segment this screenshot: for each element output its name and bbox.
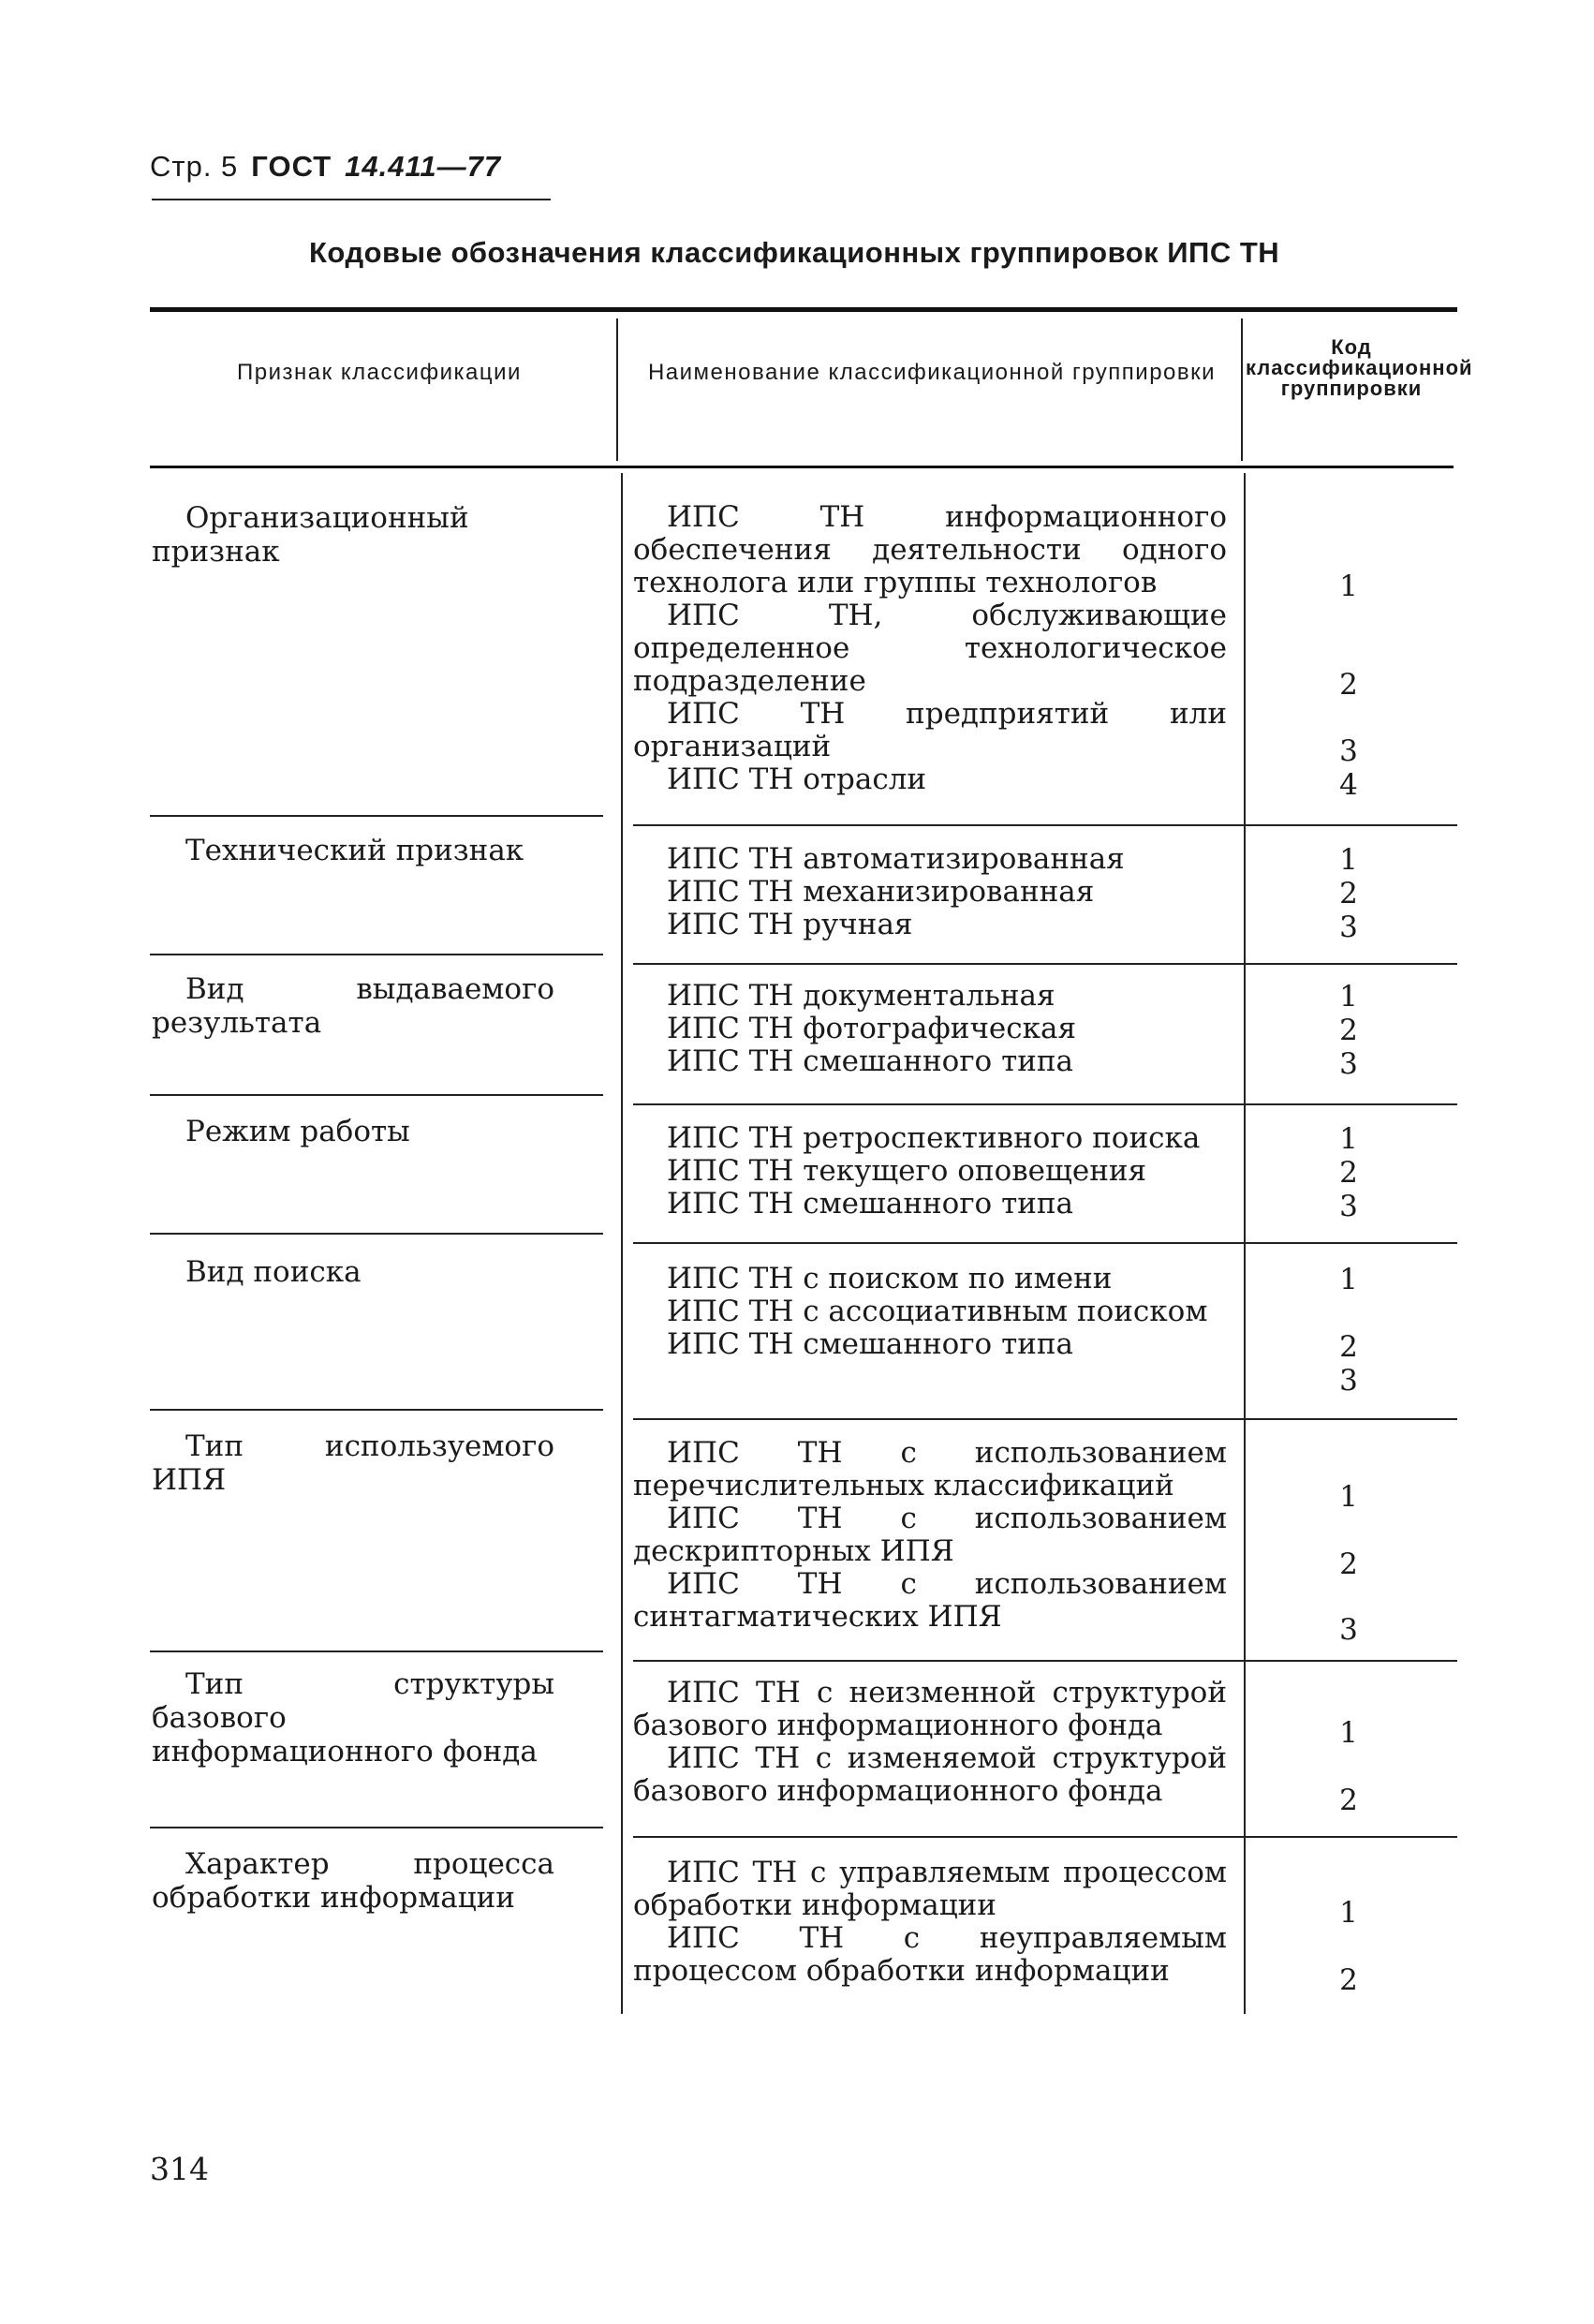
group-name-cell (633, 1122, 1227, 1221)
group-code: 4 (1339, 768, 1358, 802)
group-code: 3 (1339, 1613, 1358, 1647)
group-name-cell (633, 1857, 1227, 1988)
group-name: ИПС ТН ретроспективного поиска (667, 1121, 1201, 1155)
row-separator (633, 1660, 1457, 1662)
row-separator (633, 1103, 1457, 1105)
group-name: ИПС ТН с использованием дескрипторных ИПЯ (633, 1502, 1227, 1568)
group-name-cell (633, 501, 1227, 796)
group-code: 2 (1339, 1547, 1358, 1581)
criterion-label: Вид выдаваемого результата (152, 972, 554, 1040)
group-name: ИПС ТН смешанного типа (667, 1044, 1074, 1078)
row-separator (150, 1827, 603, 1828)
group-name: ИПС ТН с использованием перечислительных классификаций (633, 1436, 1227, 1502)
row-separator (150, 1233, 603, 1235)
column-divider (621, 473, 623, 2014)
row-separator (633, 1836, 1457, 1838)
group-name: ИПС ТН, обслуживающие определенное технологическое подразделение (633, 599, 1227, 698)
group-name-cell (633, 980, 1227, 1078)
group-name: ИПС ТН с использованием синтагматических ИПЯ (633, 1567, 1227, 1634)
group-name: ИПС ТН с ассоциативным поиском (667, 1295, 1208, 1328)
criterion-cell (152, 1847, 554, 1915)
criterion-cell (152, 1115, 554, 1148)
row-separator (150, 1409, 603, 1411)
page-label: Стр. 5 (150, 150, 239, 183)
group-code: 1 (1339, 1122, 1358, 1156)
row-separator (150, 1094, 603, 1096)
criterion-label: Характер процесса обработки информации (152, 1847, 554, 1915)
table-top-rule (150, 307, 1457, 312)
group-name-cell (633, 1263, 1227, 1361)
page-number: 314 (150, 2151, 209, 2187)
standard-number: 14.411—77 (345, 150, 502, 183)
group-name: ИПС ТН с изменяемой структурой базового информационного фонда (633, 1741, 1227, 1808)
group-code: 1 (1339, 843, 1358, 877)
group-code: 3 (1339, 1047, 1358, 1081)
criterion-cell (152, 972, 554, 1040)
criterion-cell (152, 501, 554, 569)
group-code: 1 (1339, 570, 1358, 603)
group-name-cell (633, 843, 1227, 941)
criterion-label: Вид поиска (185, 1255, 362, 1289)
group-code: 1 (1339, 980, 1358, 1014)
group-code: 2 (1339, 1963, 1358, 1997)
group-code: 3 (1339, 1364, 1358, 1398)
column-header-group-name: Наименование классификационной группировки (647, 360, 1217, 385)
criterion-label: Организационный признак (152, 501, 469, 569)
criterion-label: Технический признак (185, 834, 524, 867)
header-rule (152, 199, 551, 200)
group-code: 2 (1339, 1014, 1358, 1047)
group-code: 1 (1339, 1896, 1358, 1930)
group-name: ИПС ТН предприятий или организаций (633, 697, 1227, 763)
row-separator (633, 1242, 1457, 1244)
criterion-label: Режим работы (185, 1115, 410, 1148)
criterion-label: Тип структуры базового информационного фонда (152, 1667, 554, 1769)
group-code: 2 (1339, 668, 1358, 702)
row-separator (150, 815, 603, 817)
group-name: ИПС ТН текущего оповещения (667, 1154, 1147, 1188)
group-name: ИПС ТН автоматизированная (667, 842, 1125, 876)
standard-label: ГОСТ (251, 150, 332, 183)
table-title: Кодовые обозначения классификационных группировок ИПС ТН (309, 236, 1280, 269)
group-name: ИПС ТН ручная (667, 908, 913, 941)
group-name: ИПС ТН с неуправляемым процессом обработки информации (633, 1921, 1227, 1988)
row-separator (150, 1650, 603, 1652)
group-name: ИПС ТН информационного обеспечения деятельности одного технолога или группы технологов (633, 500, 1227, 600)
group-code: 2 (1339, 1156, 1358, 1190)
group-name: ИПС ТН отрасли (667, 762, 927, 796)
group-code: 2 (1339, 877, 1358, 910)
header-bottom-rule (150, 466, 1454, 468)
column-divider (1241, 318, 1243, 461)
group-name: ИПС ТН фотографическая (667, 1012, 1077, 1045)
group-name: ИПС ТН документальная (667, 979, 1055, 1013)
column-header-code: Код классификационной группировки (1246, 335, 1473, 400)
group-name-cell (633, 1677, 1227, 1808)
group-name: ИПС ТН с управляемым процессом обработки информации (633, 1856, 1227, 1922)
row-separator (150, 954, 603, 955)
group-code: 1 (1339, 1263, 1358, 1296)
group-name-cell (633, 1437, 1227, 1634)
group-name: ИПС ТН смешанного типа (667, 1327, 1074, 1361)
page-header (150, 150, 501, 184)
criterion-cell (152, 834, 554, 867)
row-separator (633, 1418, 1457, 1420)
row-separator (633, 824, 1457, 826)
criterion-cell (152, 1255, 554, 1289)
group-name: ИПС ТН механизированная (667, 875, 1095, 909)
group-code: 2 (1339, 1330, 1358, 1364)
group-name: ИПС ТН с поиском по имени (667, 1262, 1113, 1295)
group-code: 3 (1339, 734, 1358, 768)
group-name: ИПС ТН с неизменной структурой базового информационного фонда (633, 1676, 1227, 1742)
group-code: 3 (1339, 1190, 1358, 1223)
column-divider (616, 318, 618, 461)
criterion-label: Тип используемого ИПЯ (152, 1429, 554, 1497)
criterion-cell (152, 1667, 554, 1769)
group-name: ИПС ТН смешанного типа (667, 1187, 1074, 1221)
group-code: 3 (1339, 910, 1358, 944)
row-separator (633, 963, 1457, 965)
group-code: 1 (1339, 1480, 1358, 1514)
column-header-criterion: Признак классификации (237, 360, 522, 385)
group-code: 1 (1339, 1716, 1358, 1750)
group-code: 2 (1339, 1784, 1358, 1817)
criterion-cell (152, 1429, 554, 1497)
